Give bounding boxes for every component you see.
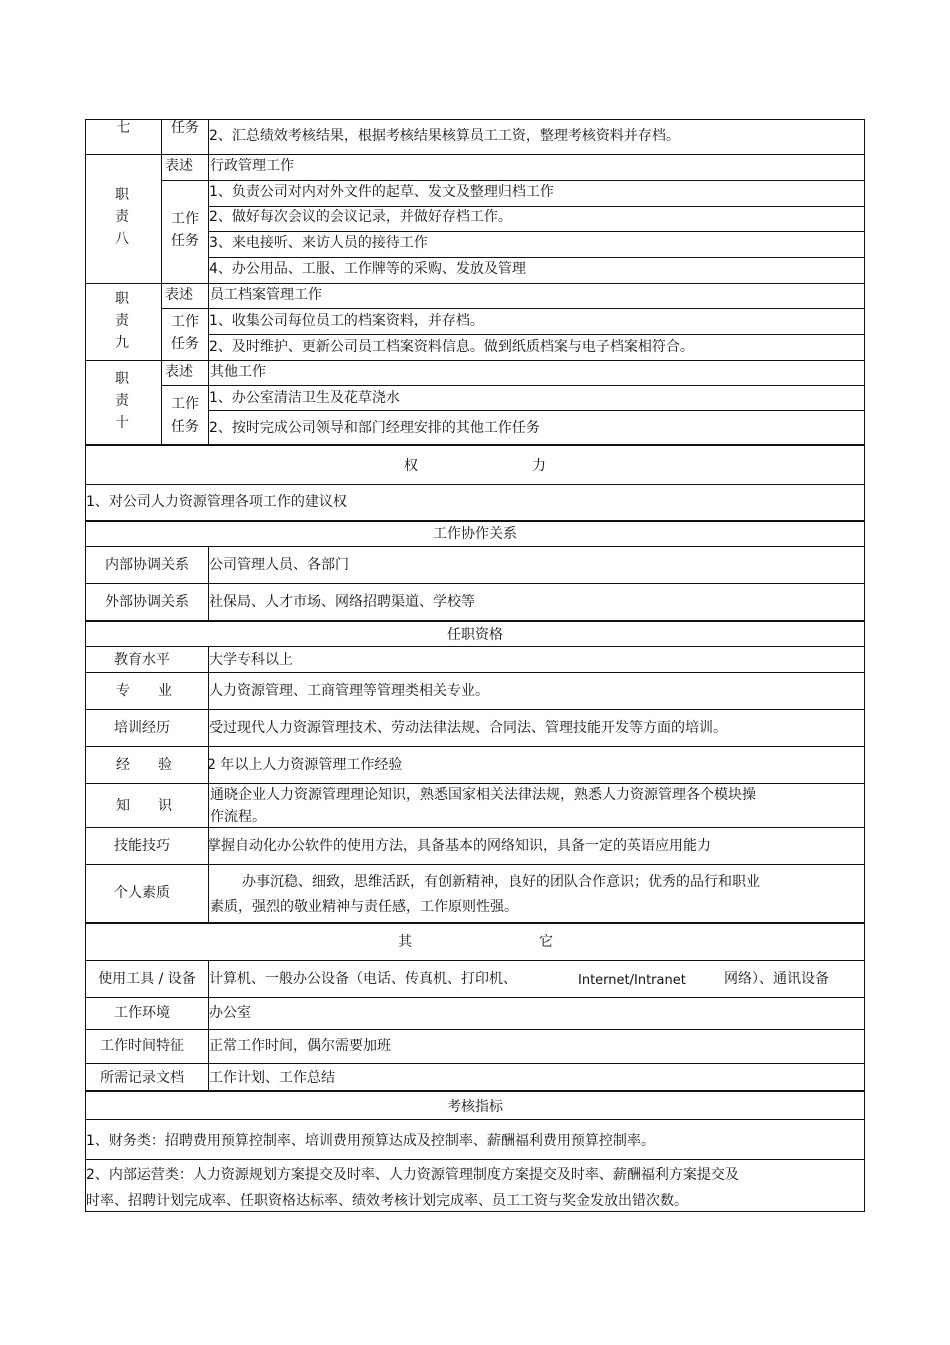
- duty-8-label-char: 责: [115, 209, 129, 225]
- row-divider: [161, 385, 865, 386]
- duty-7-task-label: 任务: [171, 120, 199, 136]
- duty-10-label-char: 十: [115, 415, 129, 431]
- kpi-item-2-line-2: 时率、招聘计划完成率、任职资格达标率、绩效考核计划完成率、员工工资与奖金发放出错次数。: [86, 1193, 688, 1209]
- duty-9-task-2: 2、及时维护、更新公司员工档案资料信息。做到纸质档案与电子档案相符合。: [209, 339, 694, 355]
- quality-value-line-1: 办事沉稳、细致，思维活跃，有创新精神，良好的团队合作意识；优秀的品行和职业: [242, 874, 760, 890]
- row-divider: [208, 206, 865, 207]
- knowledge-label-char-1: 知: [116, 798, 130, 814]
- external-coordination-value: 社保局、人才市场、网络招聘渠道、学校等: [209, 594, 475, 610]
- quality-label: 个人素质: [114, 885, 170, 901]
- work-time-value: 正常工作时间，偶尔需要加班: [209, 1038, 391, 1054]
- tools-value-part-3: 网络）、通讯设备: [724, 971, 829, 987]
- duty-8-task-3: 3、来电接听、来访人员的接待工作: [209, 235, 428, 251]
- section-divider: [85, 922, 865, 924]
- row-divider: [85, 864, 865, 865]
- skills-value: 掌握自动化办公软件的使用方法，具备基本的网络知识，具备一定的英语应用能力: [207, 838, 711, 854]
- environment-label: 工作环境: [114, 1005, 170, 1021]
- duty-8-task-4: 4、办公用品、工服、工作牌等的采购、发放及管理: [209, 261, 526, 277]
- work-time-label: 工作时间特征: [100, 1038, 184, 1054]
- row-divider: [85, 360, 865, 361]
- other-title-char-2: 它: [539, 934, 553, 950]
- duty-8-label: [112, 184, 132, 250]
- experience-value: 2 年以上人力资源管理工作经验: [207, 757, 403, 773]
- table-bottom-border: [85, 1211, 865, 1212]
- duty-9-desc: 员工档案管理工作: [210, 287, 322, 303]
- row-divider: [85, 1063, 865, 1064]
- row-divider: [85, 546, 865, 547]
- environment-value: 办公室: [209, 1005, 251, 1021]
- experience-label-char-2: 验: [158, 757, 172, 773]
- row-divider: [208, 257, 865, 258]
- internal-coordination-label: 内部协调关系: [105, 557, 189, 573]
- authority-title-char-2: 力: [532, 458, 546, 474]
- table-right-border: [864, 119, 865, 1212]
- major-label-char-2: 业: [158, 683, 172, 699]
- other-title-char-1: 其: [398, 934, 412, 950]
- duty-10-task-2: 2、按时完成公司领导和部门经理安排的其他工作任务: [209, 420, 540, 436]
- row-divider: [208, 334, 865, 335]
- row-divider: [85, 783, 865, 784]
- duty-8-task-2: 2、做好每次会议的会议记录，并做好存档工作。: [209, 209, 512, 225]
- kpi-item-2-line-1: 2、内部运营类：人力资源规划方案提交及时率、人力资源管理制度方案提交及时率、薪酬福利方案提交及: [86, 1167, 739, 1183]
- major-value: 人力资源管理、工商管理等管理类相关专业。: [209, 683, 489, 699]
- row-divider: [85, 583, 865, 584]
- duty-9-task-label-1: 工作: [171, 314, 199, 330]
- education-label: 教育水平: [114, 652, 170, 668]
- duty-9-task-label-2: 任务: [171, 336, 199, 352]
- row-divider: [85, 997, 865, 998]
- duty-9-task-1: 1、收集公司每位员工的档案资料，并存档。: [209, 313, 484, 329]
- record-docs-value: 工作计划、工作总结: [209, 1070, 335, 1086]
- row-divider: [161, 308, 865, 309]
- duty-7-label: 七: [116, 120, 131, 136]
- row-divider: [85, 154, 865, 155]
- row-divider: [85, 283, 865, 284]
- knowledge-value-line-1: 通晓企业人力资源管理理论知识，熟悉国家相关法律法规，熟悉人力资源管理各个模块操: [210, 787, 756, 803]
- cooperation-title: 工作协作关系: [433, 526, 517, 542]
- skills-label: 技能技巧: [114, 838, 170, 854]
- knowledge-label-char-2: 识: [158, 798, 172, 814]
- duty-10-label-char: 责: [115, 393, 129, 409]
- row-divider: [85, 646, 865, 647]
- tools-value-part-2: Internet/Intranet: [578, 973, 686, 988]
- training-value: 受过现代人力资源管理技术、劳动法律法规、合同法、管理技能开发等方面的培训。: [209, 720, 727, 736]
- duty-8-task-1: 1、负责公司对内对外文件的起草、发文及整理归档工作: [209, 184, 554, 200]
- tools-label: 使用工具 / 设备: [98, 971, 196, 987]
- duty-10-label: [112, 368, 132, 434]
- row-divider: [85, 960, 865, 961]
- row-divider: [85, 484, 865, 485]
- section-divider: [85, 520, 865, 522]
- duty-9-label: [112, 288, 132, 354]
- duty-10-task-label-2: 任务: [171, 419, 199, 435]
- duty-10-task-label-1: 工作: [171, 396, 199, 412]
- duty-10-desc: 其他工作: [210, 364, 266, 380]
- row-divider: [85, 709, 865, 710]
- authority-title-char-1: 权: [404, 458, 418, 474]
- duty-9-desc-label: 表述: [165, 287, 193, 303]
- duty-9-label-char: 责: [115, 313, 129, 329]
- section-divider: [85, 444, 865, 446]
- duty-8-task-label-1: 工作: [171, 211, 199, 227]
- kpi-title: 考核指标: [447, 1099, 503, 1115]
- duty-8-task-label-2: 任务: [171, 233, 199, 249]
- row-divider: [208, 410, 865, 411]
- duty-10-desc-label: 表述: [165, 364, 193, 380]
- row-divider: [85, 1159, 865, 1160]
- duty-8-desc-label: 表述: [165, 158, 193, 174]
- row-divider: [208, 231, 865, 232]
- duty-10-label-char: 职: [115, 371, 129, 387]
- knowledge-value-line-2: 作流程。: [210, 809, 266, 825]
- duty-8-label-char: 职: [115, 187, 129, 203]
- qualification-title: 任职资格: [447, 627, 503, 643]
- duty-8-label-char: 八: [115, 231, 129, 247]
- duty-9-label-char: 职: [115, 291, 129, 307]
- section-divider: [85, 620, 865, 622]
- authority-item: 1、对公司人力资源管理各项工作的建议权: [86, 494, 347, 510]
- duty-8-desc: 行政管理工作: [210, 158, 294, 174]
- kpi-item-1: 1、财务类：招聘费用预算控制率、培训费用预算达成及控制率、薪酬福利费用预算控制率。: [86, 1133, 655, 1149]
- duty-9-label-char: 九: [115, 335, 129, 351]
- training-label: 培训经历: [114, 720, 170, 736]
- row-divider: [85, 672, 865, 673]
- row-divider: [85, 746, 865, 747]
- section-divider: [85, 1090, 865, 1092]
- row-divider: [161, 180, 865, 181]
- education-value: 大学专科以上: [209, 652, 293, 668]
- record-docs-label: 所需记录文档: [100, 1070, 184, 1086]
- duty-10-task-1: 1、办公室清洁卫生及花草浇水: [209, 390, 400, 406]
- row-divider: [85, 1119, 865, 1120]
- internal-coordination-value: 公司管理人员、各部门: [209, 557, 349, 573]
- experience-label-char-1: 经: [116, 757, 130, 773]
- major-label-char-1: 专: [116, 683, 130, 699]
- duty-7-task: 2、汇总绩效考核结果，根据考核结果核算员工工资，整理考核资料并存档。: [209, 128, 680, 144]
- row-divider: [85, 827, 865, 828]
- tools-value-part-1: 计算机、一般办公设备（电话、传真机、打印机、: [209, 971, 517, 987]
- row-divider: [85, 1029, 865, 1030]
- quality-value-line-2: 素质，强烈的敬业精神与责任感，工作原则性强。: [210, 899, 518, 915]
- external-coordination-label: 外部协调关系: [105, 594, 189, 610]
